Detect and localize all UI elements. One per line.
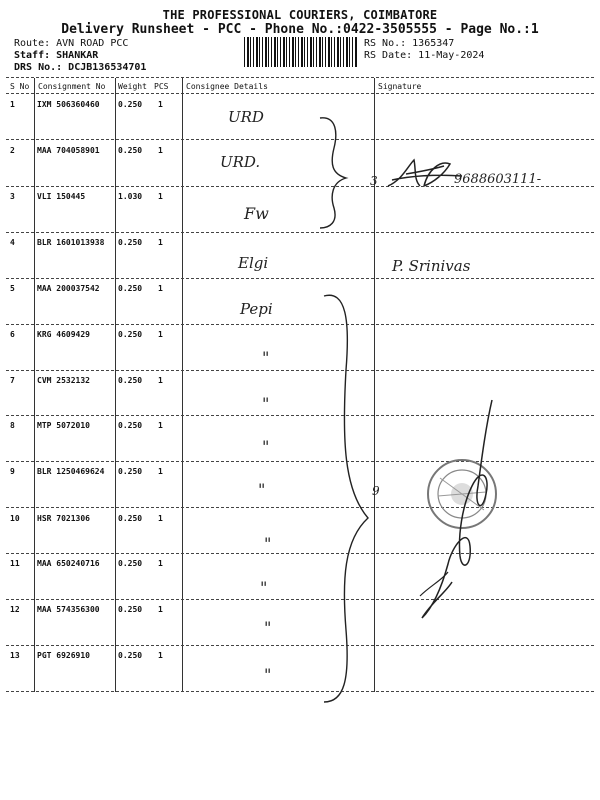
row-rule: [6, 691, 594, 692]
phone-number-note: 9688603111-: [454, 172, 542, 187]
staff-label: Staff: SHANKAR: [14, 50, 99, 61]
company-title: THE PROFESSIONAL COURIERS, COIMBATORE: [162, 8, 438, 22]
row-consignment: PGT 6926910: [37, 651, 90, 660]
row-pcs: 1: [158, 284, 163, 293]
row-weight: 0.250: [118, 146, 143, 155]
ditto-mark: ": [262, 437, 270, 456]
row-weight: 0.250: [118, 605, 143, 614]
row-rule: [6, 232, 594, 233]
header-pcs: PCS: [154, 82, 169, 91]
arrow-note: 9: [372, 484, 380, 498]
row-consignment: MTP 5072010: [37, 421, 90, 430]
row-weight: 0.250: [118, 559, 143, 568]
row-sno: 6: [10, 330, 15, 339]
row-rule: [6, 278, 594, 279]
row-sno: 4: [10, 238, 15, 247]
row-weight: 0.250: [118, 100, 143, 109]
ditto-mark: ": [258, 480, 266, 499]
row-consignment: BLR 1250469624: [37, 467, 105, 476]
handwritten-note: URD: [228, 108, 264, 126]
barcode-image: [244, 37, 358, 67]
row-pcs: 1: [158, 146, 163, 155]
row-pcs: 1: [158, 330, 163, 339]
row-pcs: 1: [158, 100, 163, 109]
row-rule: [6, 370, 594, 371]
table-top-rule: [6, 77, 594, 78]
ditto-mark: ": [260, 578, 268, 597]
row-weight: 0.250: [118, 376, 143, 385]
row-sno: 11: [10, 559, 20, 568]
row-rule: [6, 324, 594, 325]
row-consignment: MAA 704058901: [37, 146, 100, 155]
row-weight: 0.250: [118, 467, 143, 476]
row-weight: 0.250: [118, 238, 143, 247]
header-weight: Weight: [118, 82, 147, 91]
row-consignment: VLI 150445: [37, 192, 86, 201]
row-consignment: CVM 2532132: [37, 376, 90, 385]
bracket-number: 3: [370, 174, 378, 188]
row-sno: 5: [10, 284, 15, 293]
row-pcs: 1: [158, 559, 163, 568]
bracket-mark: [316, 112, 356, 232]
handwritten-note: Fw: [244, 204, 269, 223]
header-consignment: Consignment No: [38, 82, 106, 91]
ditto-mark: ": [264, 618, 272, 637]
row-pcs: 1: [158, 605, 163, 614]
row-sno: 8: [10, 421, 15, 430]
row-weight: 0.250: [118, 284, 143, 293]
rs-number: RS No.: 1365347: [364, 38, 455, 49]
row-weight: 1.030: [118, 192, 143, 201]
row-rule: [6, 139, 594, 140]
handwritten-note: URD.: [220, 153, 261, 171]
row-weight: 0.250: [118, 421, 143, 430]
row-sno: 13: [10, 651, 20, 660]
header-rule: [6, 93, 594, 94]
row-sno: 3: [10, 192, 15, 201]
row-weight: 0.250: [118, 330, 143, 339]
ditto-mark: ": [264, 665, 272, 684]
row-pcs: 1: [158, 192, 163, 201]
row-consignment: MAA 200037542: [37, 284, 100, 293]
row-weight: 0.250: [118, 514, 143, 523]
ditto-mark: ": [262, 394, 270, 413]
route-label: Route: AVN ROAD PCC: [14, 38, 129, 49]
row-weight: 0.250: [118, 651, 143, 660]
runsheet-title: Delivery Runsheet - PCC - Phone No.:0422-3505555 - Page No.:1: [61, 22, 539, 37]
row-consignment: BLR 1601013938: [37, 238, 105, 247]
row-consignment: MAA 650240716: [37, 559, 100, 568]
handwritten-note: Elgi: [238, 254, 269, 272]
row-pcs: 1: [158, 238, 163, 247]
header-sno: S No: [10, 82, 30, 91]
row-pcs: 1: [158, 514, 163, 523]
header-consignee: Consignee Details: [186, 82, 268, 91]
row-consignment: MAA 574356300: [37, 605, 100, 614]
header-signature: Signature: [378, 82, 422, 91]
bracket-mark: [320, 290, 380, 710]
row-sno: 9: [10, 467, 15, 476]
signature-scribble: [412, 396, 522, 626]
row-consignment: IXM 506360460: [37, 100, 100, 109]
row-sno: 7: [10, 376, 15, 385]
signature-name: P. Srinivas: [392, 257, 471, 275]
row-pcs: 1: [158, 651, 163, 660]
row-consignment: KRG 4609429: [37, 330, 90, 339]
row-sno: 12: [10, 605, 20, 614]
row-sno: 10: [10, 514, 20, 523]
ditto-mark: ": [262, 348, 270, 367]
row-pcs: 1: [158, 467, 163, 476]
ditto-mark: ": [264, 534, 272, 553]
row-rule: [6, 645, 594, 646]
row-sno: 1: [10, 100, 15, 109]
drs-number: DRS No.: DCJB136534701: [14, 62, 147, 73]
row-pcs: 1: [158, 421, 163, 430]
handwritten-note: Pepi: [240, 300, 273, 318]
row-sno: 2: [10, 146, 15, 155]
signature-scribble: [384, 156, 464, 192]
rs-date: RS Date: 11-May-2024: [364, 50, 485, 61]
row-consignment: HSR 7021306: [37, 514, 90, 523]
row-pcs: 1: [158, 376, 163, 385]
